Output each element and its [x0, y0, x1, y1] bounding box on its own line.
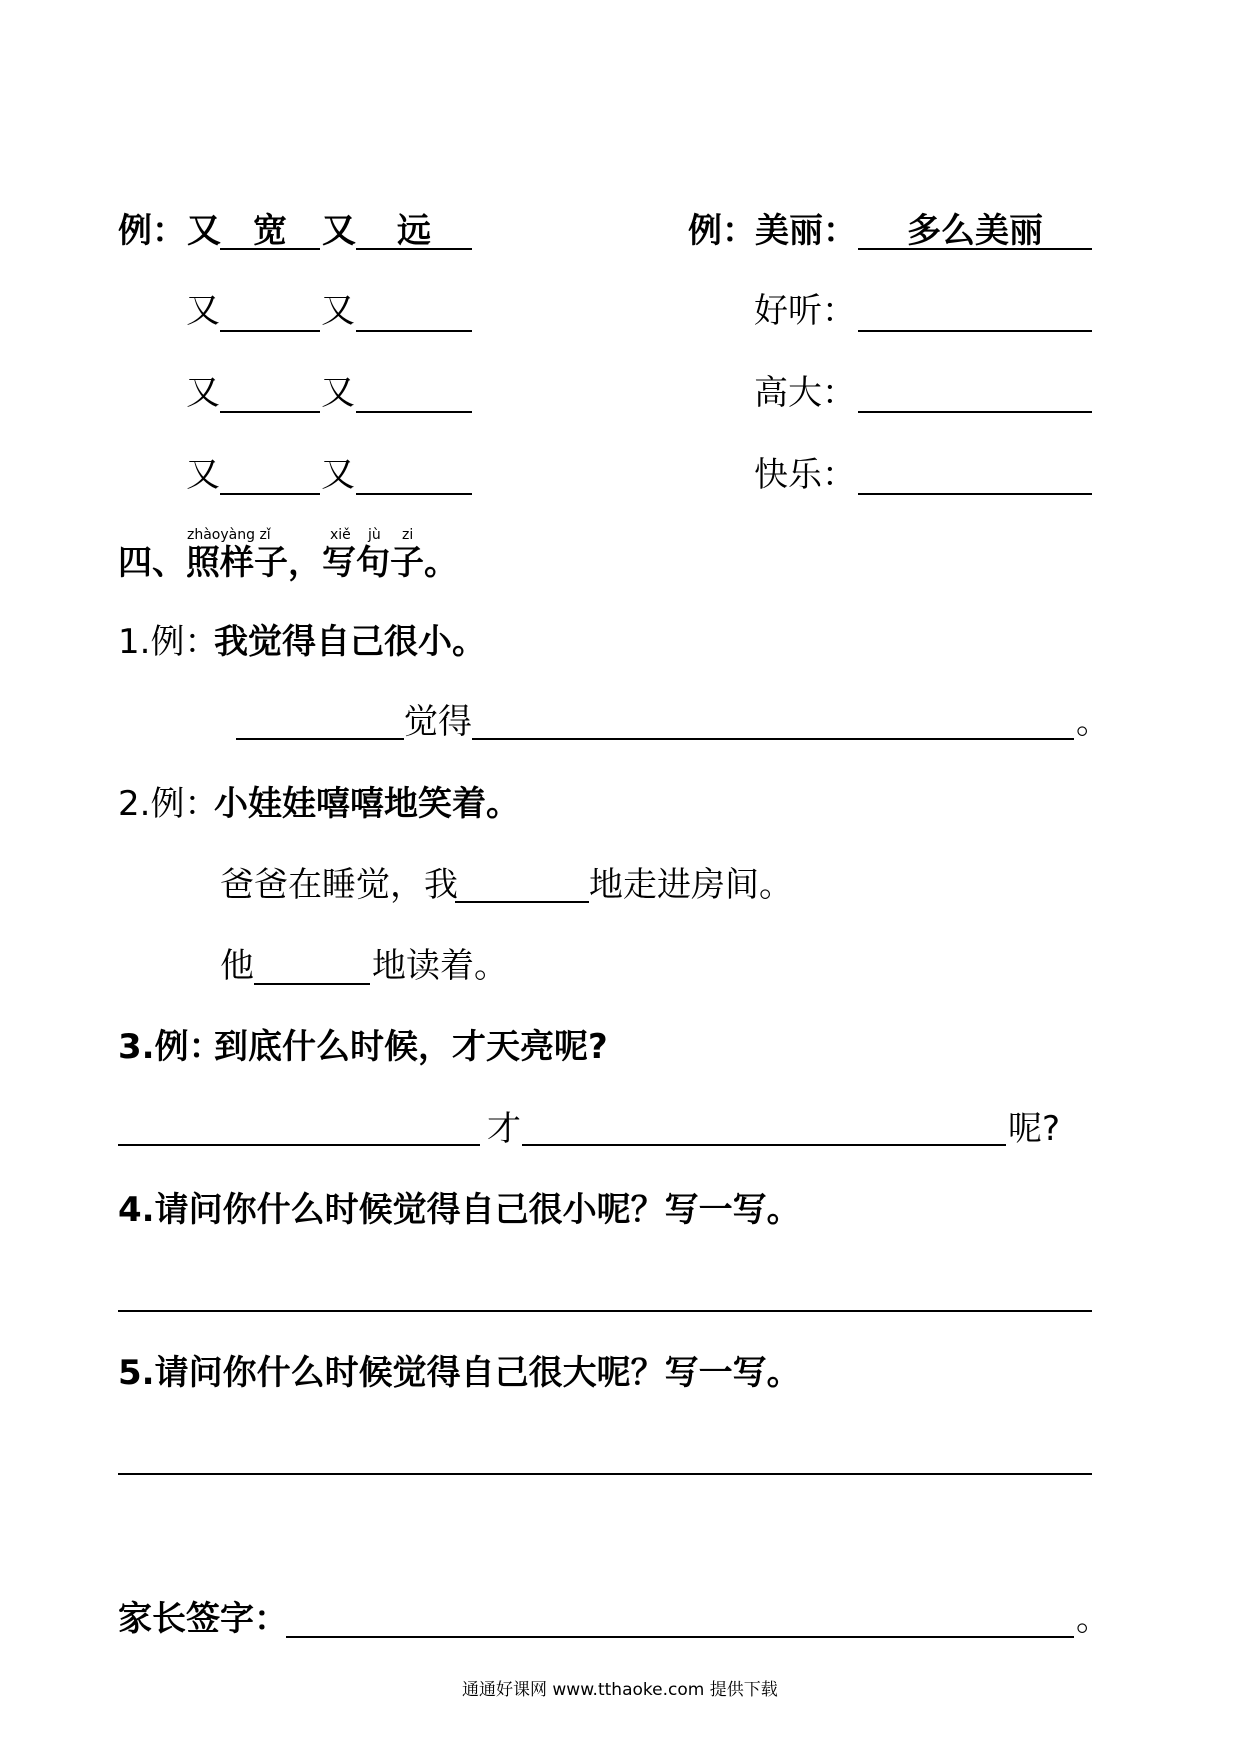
q3-end: 呢?: [1008, 1109, 1061, 1149]
q1-end: 。: [1076, 702, 1110, 742]
answer-blank[interactable]: [220, 493, 320, 495]
you-char: 又: [321, 291, 355, 331]
signature-end: 。: [1076, 1599, 1110, 1639]
section4-title: 四、照样子，写句子。: [118, 543, 458, 583]
signature-label: 家长签字：: [118, 1599, 288, 1639]
you-char: 又: [321, 373, 355, 413]
q3-blank-1[interactable]: [118, 1144, 480, 1146]
q1-example: 我觉得自己很小。: [214, 622, 486, 662]
q1-middle: 觉得: [404, 702, 472, 742]
q2-line2-start: 他: [220, 946, 254, 986]
example-fill: 宽: [253, 211, 287, 251]
you-char: 又: [186, 455, 220, 495]
example-word: 美丽：: [755, 211, 857, 251]
pinyin-zhaoyangzi: zhàoyàng zǐ: [187, 527, 271, 543]
answer-blank[interactable]: [356, 411, 472, 413]
q3-example: 到底什么时候，才天亮呢?: [214, 1027, 608, 1067]
q1-label: 1.例：: [118, 622, 219, 662]
you-char: 又: [321, 455, 355, 495]
answer-blank[interactable]: [356, 493, 472, 495]
answer-blank[interactable]: [858, 330, 1092, 332]
answer-blank[interactable]: [220, 330, 320, 332]
q2-line1-start: 爸爸在睡觉，我: [220, 865, 458, 905]
pinyin-xie: xiě: [330, 527, 351, 543]
answer-blank[interactable]: [858, 493, 1092, 495]
q4-text: 4.请问你什么时候觉得自己很小呢？写一写。: [118, 1190, 801, 1230]
example-answer: 多么美丽: [907, 211, 1043, 251]
q1-blank-subject[interactable]: [236, 738, 404, 740]
q2-blank-1[interactable]: [455, 901, 589, 903]
you-char: 又: [186, 291, 220, 331]
example-label-left: 例：: [118, 211, 186, 251]
q2-line2-end: 地读着。: [372, 946, 508, 986]
q1-blank-content[interactable]: [472, 738, 1074, 740]
q3-label: 3.例：: [118, 1027, 223, 1067]
q5-answer-line[interactable]: [118, 1473, 1092, 1475]
pinyin-zi: zi: [402, 527, 414, 543]
q5-text: 5.请问你什么时候觉得自己很大呢？写一写。: [118, 1353, 801, 1393]
you-char: 又: [322, 211, 356, 251]
word-haoting: 好听：: [754, 291, 856, 331]
signature-line[interactable]: [286, 1636, 1074, 1638]
word-kuaile: 快乐：: [754, 455, 856, 495]
q2-blank-2[interactable]: [254, 983, 370, 985]
answer-blank[interactable]: [858, 411, 1092, 413]
q3-blank-2[interactable]: [522, 1144, 1006, 1146]
q2-example: 小娃娃嘻嘻地笑着。: [214, 784, 520, 824]
example-label-right: 例：: [688, 211, 756, 251]
you-char: 又: [187, 211, 221, 251]
q3-middle: 才: [487, 1109, 521, 1149]
footer-text: 通通好课网 www.tthaoke.com 提供下载: [462, 1680, 778, 1700]
q4-answer-line[interactable]: [118, 1310, 1092, 1312]
pinyin-ju: jù: [368, 527, 381, 543]
you-char: 又: [186, 373, 220, 413]
q2-line1-end: 地走进房间。: [589, 865, 793, 905]
word-gaoda: 高大：: [754, 373, 856, 413]
answer-blank[interactable]: [220, 411, 320, 413]
q2-label: 2.例：: [118, 784, 219, 824]
example-fill: 远: [397, 211, 431, 251]
answer-blank[interactable]: [356, 330, 472, 332]
